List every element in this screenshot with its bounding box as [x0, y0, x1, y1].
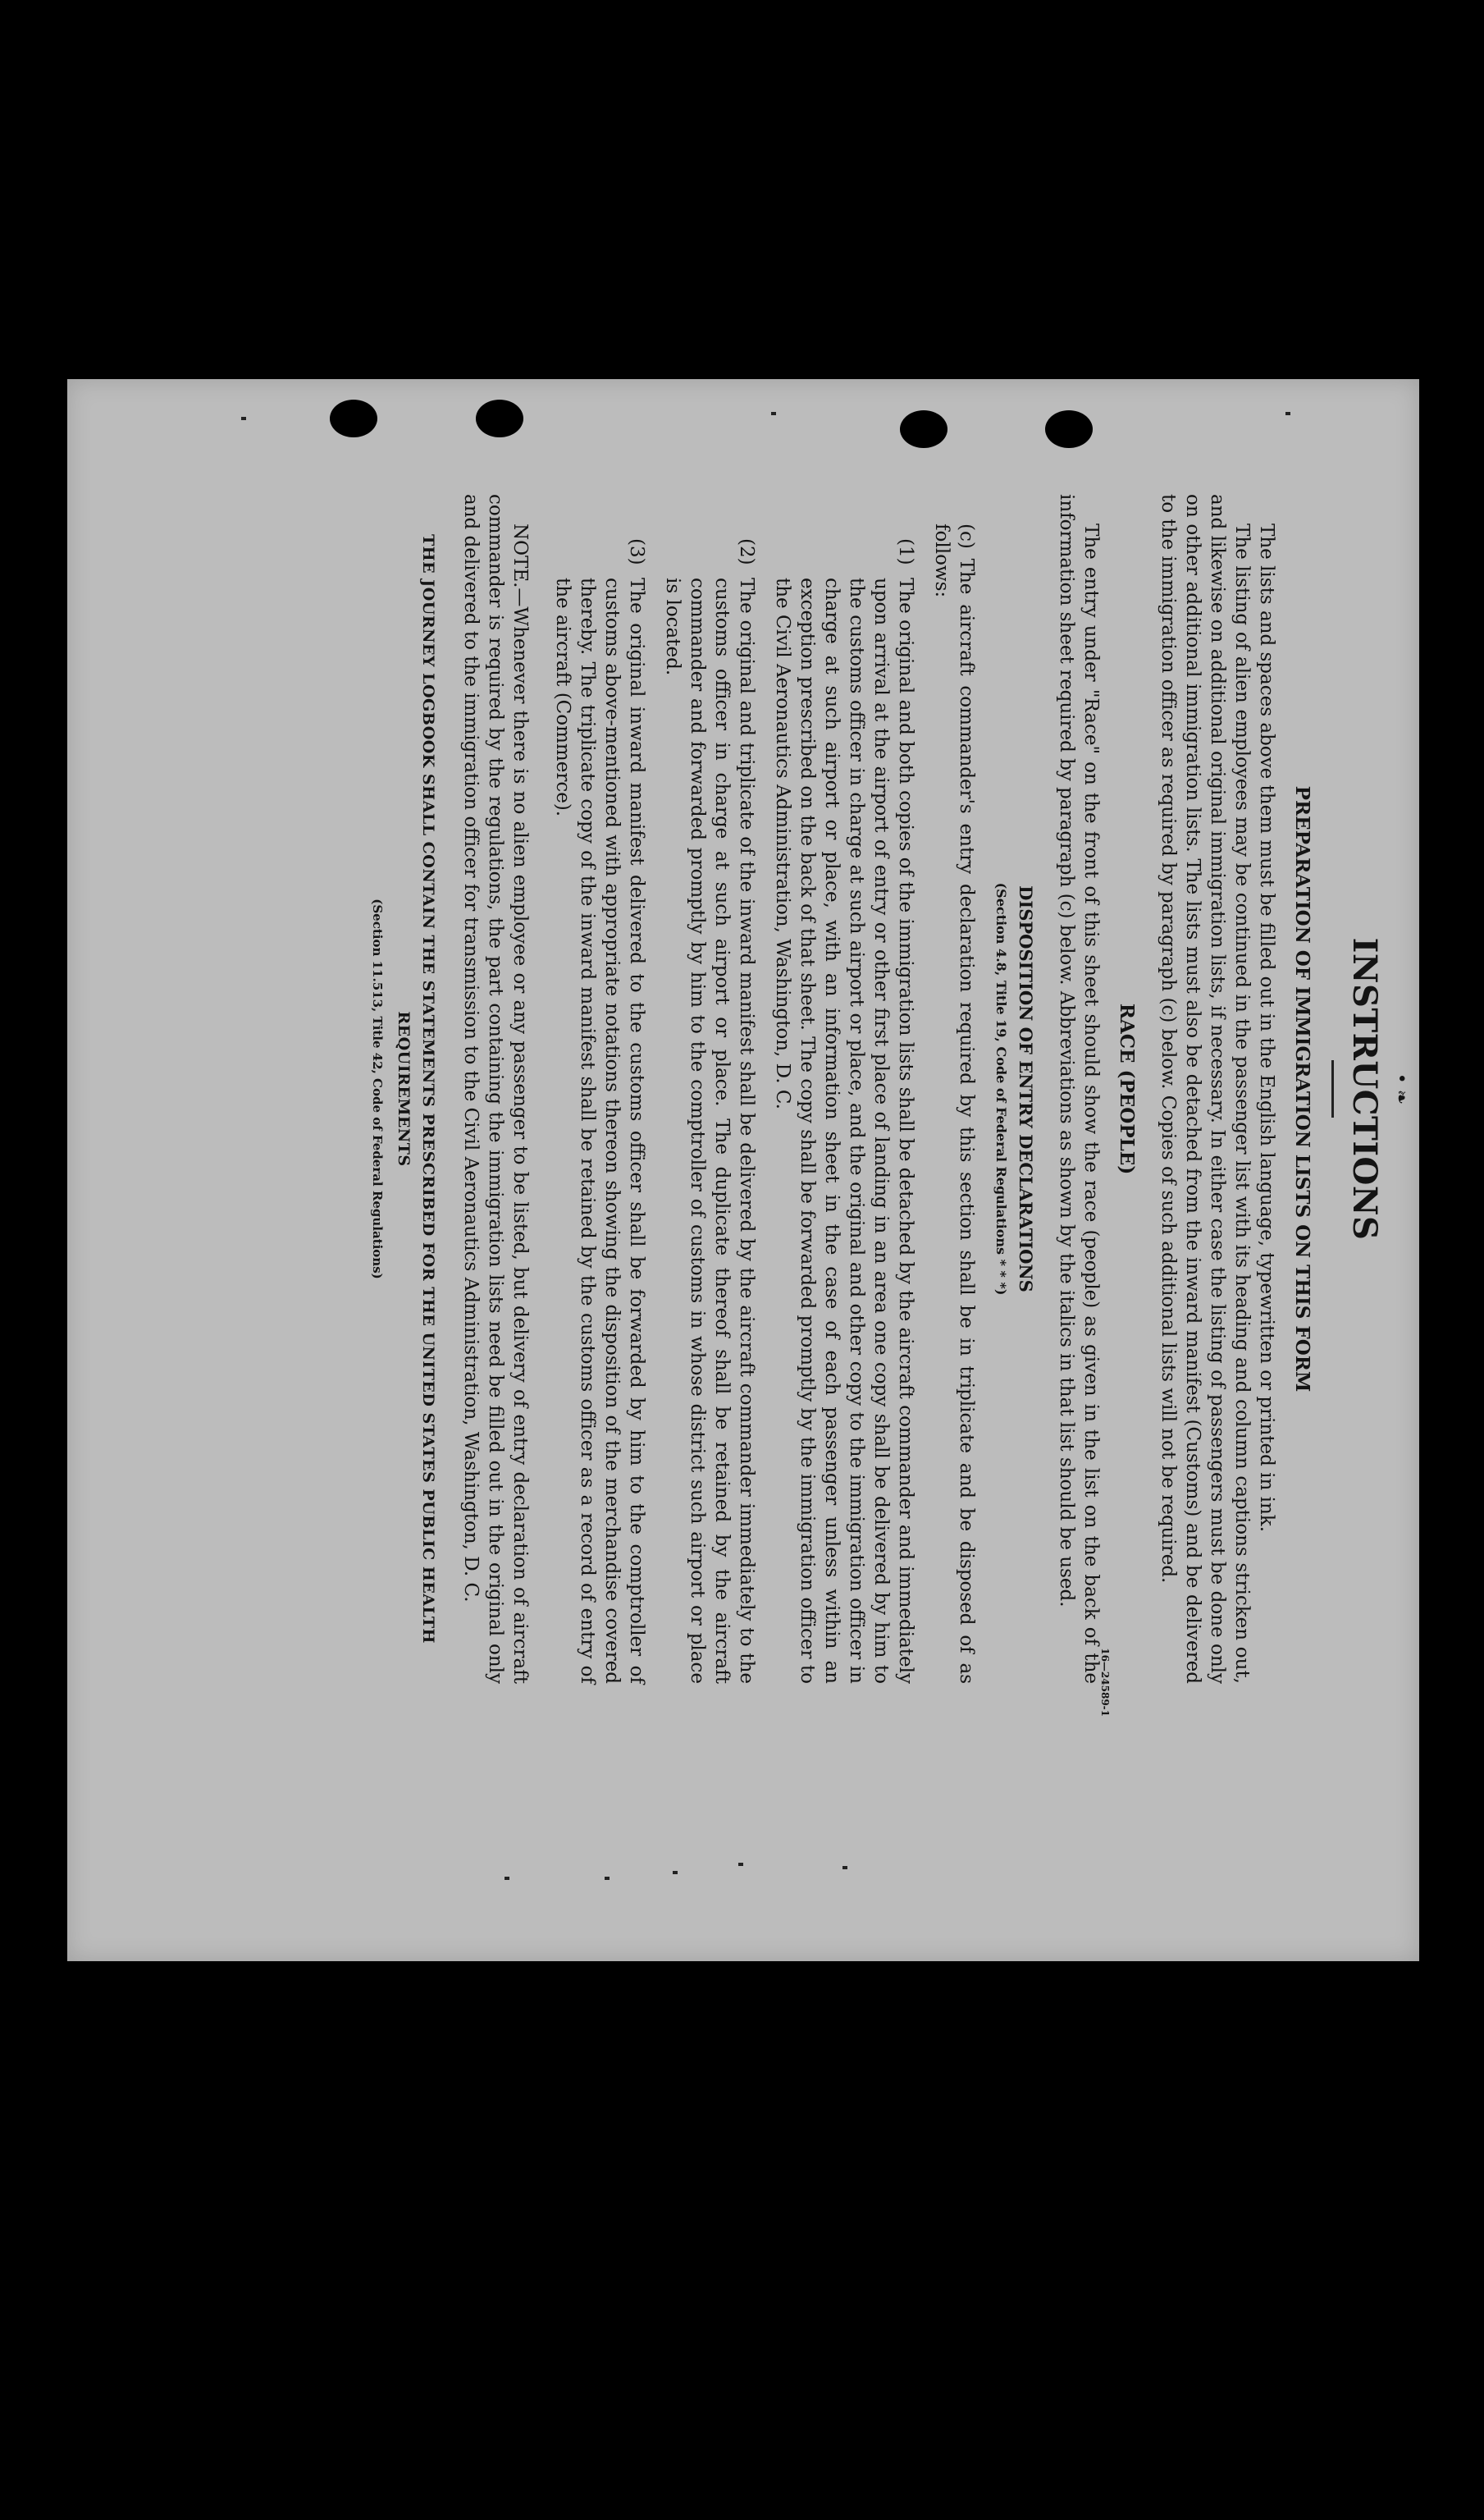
item-text: The original inward manifest delivered to the customs officer shall be forwarded by him to the comptroller of customs above-mentioned with appropriate notations thereon showing the disposition of the merchandise covered thereby. The triplicate copy of the inward manifest shall be retained by the customs officer as a record of entry of the aircraft (Commerce).: [552, 578, 647, 1684]
document-page: [67, 379, 1419, 1961]
punch-hole: [1045, 410, 1093, 448]
paragraph: The listing of alien employees may be continued in the passenger list with its heading and column captions stricken out, and likewise on additional original immigration lists, if necessary. In either case the listing of passengers must be done only on other additional immigration lists. The lists must also be detached from the inward manifest (Customs) and be delivered to the immigration officer as required by paragraph (c) below. Copies of such additional lists will not be required.: [1158, 494, 1253, 1684]
punch-hole: [330, 400, 377, 437]
scan-speck: [1285, 412, 1290, 415]
list-item: [660, 538, 759, 1684]
title-rule: [1331, 1060, 1334, 1118]
section-heading-preparation: PREPARATION OF IMMIGRATION LISTS ON THIS FORM: [1291, 785, 1313, 1393]
paragraph: The entry under "Race" on the front of this sheet should show the race (people) as given in the list on the back of the information sheet required by paragraph (c) below. Abbreviations as shown by the italics in that list should be used.: [1056, 494, 1102, 1684]
list-item: [770, 538, 918, 1684]
list-item: [550, 538, 649, 1684]
punch-hole: [900, 410, 947, 448]
section-heading-race: RACE (PEOPLE): [1116, 1003, 1138, 1175]
scan-speck: [673, 1871, 678, 1874]
scan-speck: [771, 412, 776, 415]
rotated-text-block: [133, 494, 1411, 1774]
footer-citation: (Section 11.513, Title 42, Code of Federal Regulations): [370, 899, 385, 1279]
note-paragraph: NOTE.—Whenever there is no alien employee or any passenger to be listed, but delivery of entry declaration of aircraft commander is required by the regulations, the part containing the immigration lists need be filled out in the original only and delivered to the immigration officer for transmission to the Civil Aeronautics Administration, Washington, D. C.: [460, 494, 531, 1684]
scan-speck: [605, 1877, 610, 1880]
instructions-body: [133, 494, 1413, 1717]
title-ornament: • ❧: [1390, 1072, 1411, 1105]
public-health-statement: THE JOURNEY LOGBOOK SHALL CONTAIN THE STATEMENTS PRESCRIBED FOR THE UNITED STATES PUBLIC HEALTH REQUIREMENTS: [395, 534, 437, 1644]
item-number: (1): [895, 538, 916, 565]
item-text: The original and both copies of the immigration lists shall be detached by the aircraft commander and immediately upon arrival at the airport of entry or other first place of landing in an area one copy shall be delivered by him to the customs officer in charge at such airport or place, and the original and other copy to the immigration officer in charge at such airport or place, with an information sheet in the case of each passenger unless within an exception prescribed on the back of that sheet. The copy shall be forwarded promptly by the immigration officer to the Civil Aeronautics Administration, Washington, D. C.: [772, 578, 916, 1684]
item-number: (3): [626, 538, 647, 565]
page-title: INSTRUCTIONS: [1345, 937, 1384, 1241]
paragraph: The lists and spaces above them must be filled out in the English language, typewritten or printed in ink.: [1256, 524, 1277, 1533]
paragraph-c: (c) The aircraft commander's entry declaration required by this section shall be in triplicate and be disposed of as follows:: [931, 524, 977, 1684]
item-number: (2): [736, 538, 757, 565]
section-heading-disposition: DISPOSITION OF ENTRY DECLARATIONS: [1016, 885, 1036, 1292]
item-text: The original and triplicate of the inward manifest shall be delivered by the aircraft commander immediately to the customs officer in charge at such airport or place. The duplicate thereof shall be retained by the aircraft commander and forwarded promptly by him to the comptroller of customs in whose district such airport or place is located.: [662, 578, 757, 1684]
scan-speck: [241, 417, 246, 420]
form-number: 16—24589-1: [1099, 1648, 1111, 1717]
punch-hole: [476, 400, 523, 437]
scan-speck: [738, 1863, 743, 1866]
scan-speck: [505, 1877, 509, 1880]
section-citation: (Section 4.8, Title 19, Code of Federal Regulations * * *): [993, 882, 1009, 1296]
scan-speck: [842, 1866, 847, 1869]
